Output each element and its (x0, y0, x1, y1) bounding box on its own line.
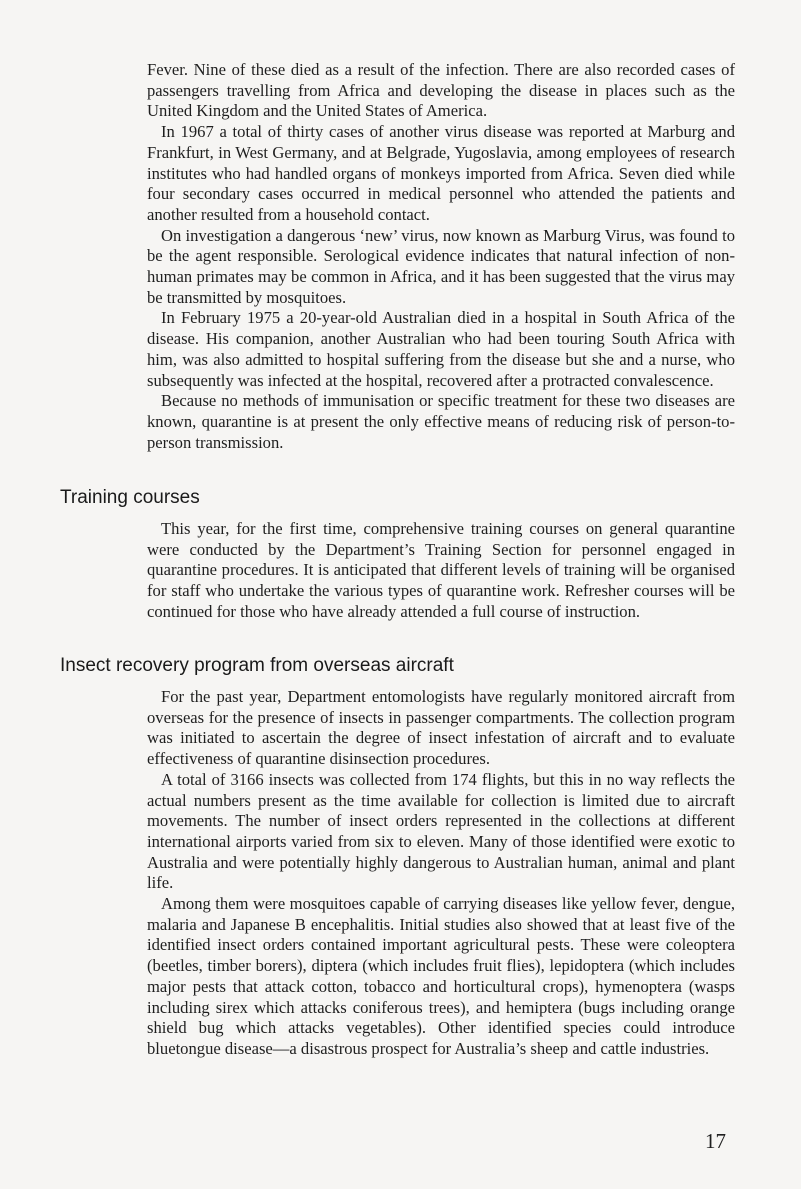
page-number: 17 (705, 1129, 726, 1153)
paragraph: Among them were mosquitoes capable of carrying diseases like yellow fever, dengue, malaria and Japanese B encephalitis. Initial studies also showed that at least five of the identified insect orders contained important agricultural pests. These were coleoptera (beetles, timber borers), diptera (which includes fruit flies), lepidoptera (which includes major pests that attack cotton, tobacco and horticultural crops), hymenoptera (wasps including sirex which attacks coniferous trees), and hemiptera (bugs including orange shield bug which attacks vegetables). Other identified species could introduce bluetongue disease—a disastrous prospect for Australia’s sheep and cattle industries. (147, 894, 735, 1058)
paragraph: On investigation a dangerous ‘new’ virus, now known as Marburg Virus, was found to be the agent responsible. Serological evidence indicates that natural infection of non-human primates may be common in Africa, and it has been suggested that the virus may be transmitted by mosquitoes. (147, 225, 735, 307)
paragraph: This year, for the first time, comprehensive training courses on general quarantine were conducted by the Department’s Training Section for personnel engaged in quarantine procedures. It is anticipated that different levels of training will be organised for staff who undertake the various types of quarantine work. Refresher courses will be continued for those who have already attended a full course of instruction. (147, 519, 735, 621)
paragraph: For the past year, Department entomologists have regularly monitored aircraft from overseas for the presence of insects in passenger compartments. The collection program was initiated to ascertain the degree of insect infestation of aircraft and to evaluate effectiveness of quarantine disinsection procedures. (147, 687, 735, 769)
training-text-block (147, 519, 735, 623)
paragraph: Because no methods of immunisation or specific treatment for these two diseases are known, quarantine is at present the only effective means of reducing risk of person-to-person transmission. (147, 391, 735, 452)
paragraph: A total of 3166 insects was collected from 174 flights, but this in no way reflects the actual numbers present as the time available for collection is limited due to aircraft movements. The number of insect orders represented in the collections at different international airports varied from six to eleven. Many of those identified were exotic to Australia and were potentially highly dangerous to Australian human, animal and plant life. (147, 769, 735, 893)
paragraph: Fever. Nine of these died as a result of the infection. There are also recorded cases of passengers travelling from Africa and developing the disease in places such as the United Kingdom and the United States of America. (147, 60, 735, 121)
paragraph: In 1967 a total of thirty cases of another virus disease was reported at Marburg and Frankfurt, in West Germany, and at Belgrade, Yugoslavia, among employees of research institutes who had handled organs of monkeys imported from Africa. Seven died while four secondary cases occurred in medical personnel who attended the patients and another resulted from a household contact. (147, 122, 735, 224)
section-heading-training: Training courses (60, 487, 200, 508)
paragraph: In February 1975 a 20-year-old Australian died in a hospital in South Africa of the disease. His companion, another Australian who had been touring South Africa with him, was also admitted to hospital suffering from the disease but she and a nurse, who subsequently was infected at the hospital, recovered after a protracted convalescence. (147, 308, 735, 390)
intro-text-block (147, 60, 735, 453)
section-heading-insect-recovery: Insect recovery program from overseas aircraft (60, 655, 454, 676)
insect-text-block (147, 687, 735, 1060)
